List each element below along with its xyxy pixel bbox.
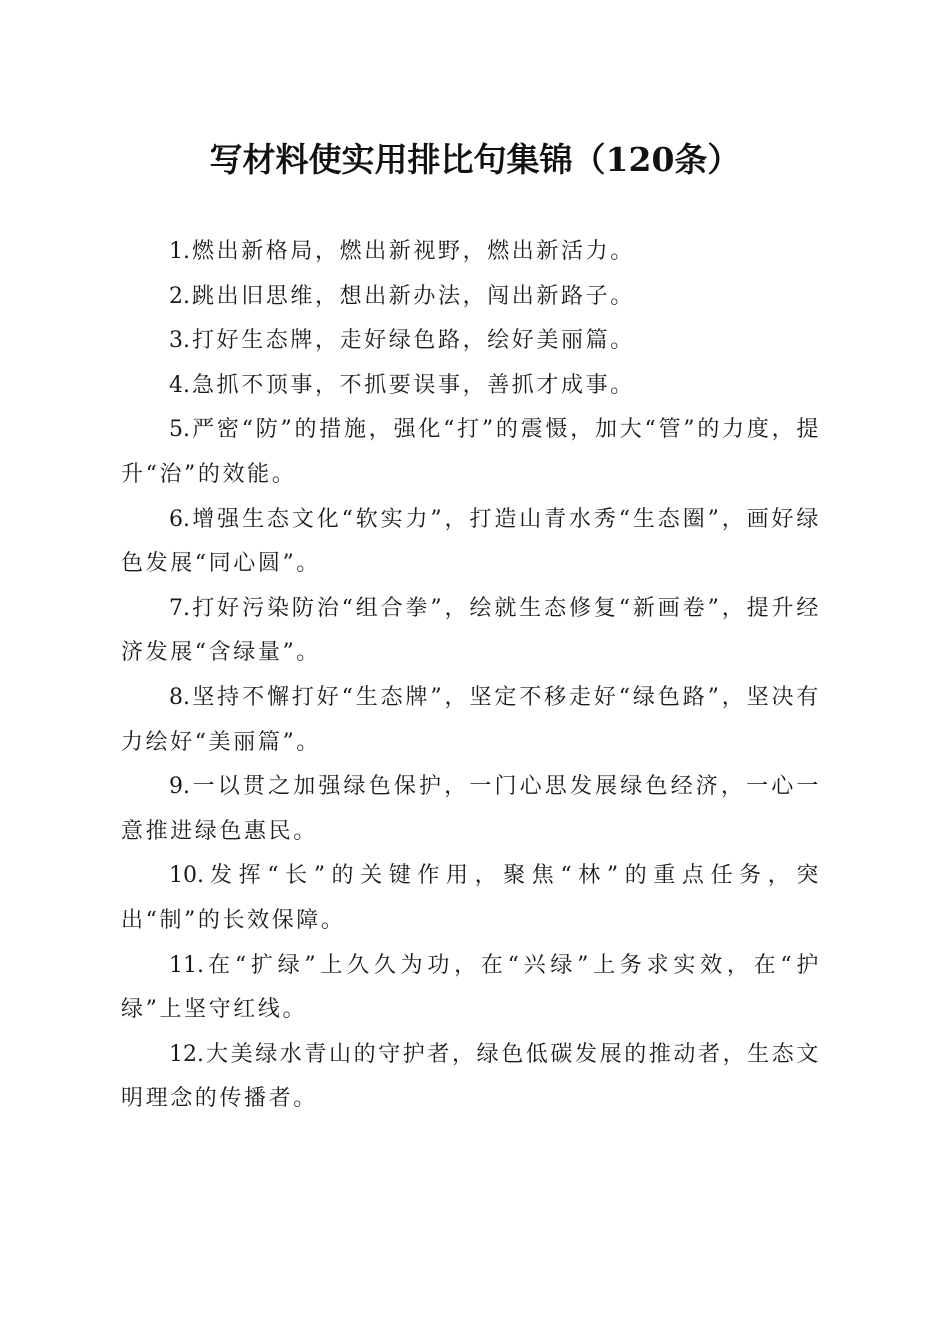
item-number: 10. <box>169 863 204 889</box>
list-item <box>121 319 821 364</box>
item-text: 打好生态牌，走好绿色路，绘好美丽篇。 <box>192 328 635 354</box>
item-number: 5. <box>169 417 190 443</box>
list-item <box>121 275 821 320</box>
item-text: 跳出旧思维，想出新办法，闯出新路子。 <box>192 283 635 309</box>
list-item <box>121 364 821 409</box>
list-item <box>121 408 821 497</box>
list-item <box>121 765 821 854</box>
document-body <box>121 230 821 1122</box>
list-item <box>121 587 821 676</box>
document-title: 写材料使实用排比句集锦（120条） <box>209 140 741 179</box>
item-text: 燃出新格局，燃出新视野，燃出新活力。 <box>192 239 635 264</box>
item-text: 严密“防”的措施，强化“打”的震慑，加大“管”的力度，提升“治”的效能。 <box>121 417 821 487</box>
item-number: 6. <box>169 506 190 532</box>
item-text: 在“扩绿”上久久为功，在“兴绿”上务求实效，在“护绿”上坚守红线。 <box>121 952 821 1023</box>
list-item <box>121 1033 821 1122</box>
item-number: 3. <box>169 328 190 354</box>
list-item <box>121 676 821 765</box>
item-number: 11. <box>169 952 204 978</box>
item-number: 8. <box>169 684 190 710</box>
item-number: 12. <box>169 1041 204 1067</box>
item-number: 1. <box>169 239 190 264</box>
item-number: 7. <box>169 595 190 621</box>
item-text: 一以贯之加强绿色保护，一门心思发展绿色经济，一心一意推进绿色惠民。 <box>121 774 821 844</box>
item-text: 急抓不顶事，不抓要误事，善抓才成事。 <box>192 372 635 398</box>
item-text: 坚持不懈打好“生态牌”，坚定不移走好“绿色路”，坚决有力绘好“美丽篇”。 <box>121 684 821 755</box>
list-item <box>121 854 821 943</box>
list-item <box>121 498 821 587</box>
list-item <box>121 944 821 1033</box>
item-number: 4. <box>169 372 190 398</box>
item-number: 2. <box>169 283 190 309</box>
item-text: 打好污染防治“组合拳”，绘就生态修复“新画卷”，提升经济发展“含绿量”。 <box>121 595 821 666</box>
item-text: 发挥“长”的关键作用，聚焦“林”的重点任务，突出“制”的长效保障。 <box>121 863 821 933</box>
item-text: 增强生态文化“软实力”，打造山青水秀“生态圈”，画好绿色发展“同心圆”。 <box>121 506 821 577</box>
item-text: 大美绿水青山的守护者，绿色低碳发展的推动者，生态文明理念的传播者。 <box>121 1041 822 1112</box>
item-number: 9. <box>169 774 190 800</box>
list-item <box>121 230 821 275</box>
